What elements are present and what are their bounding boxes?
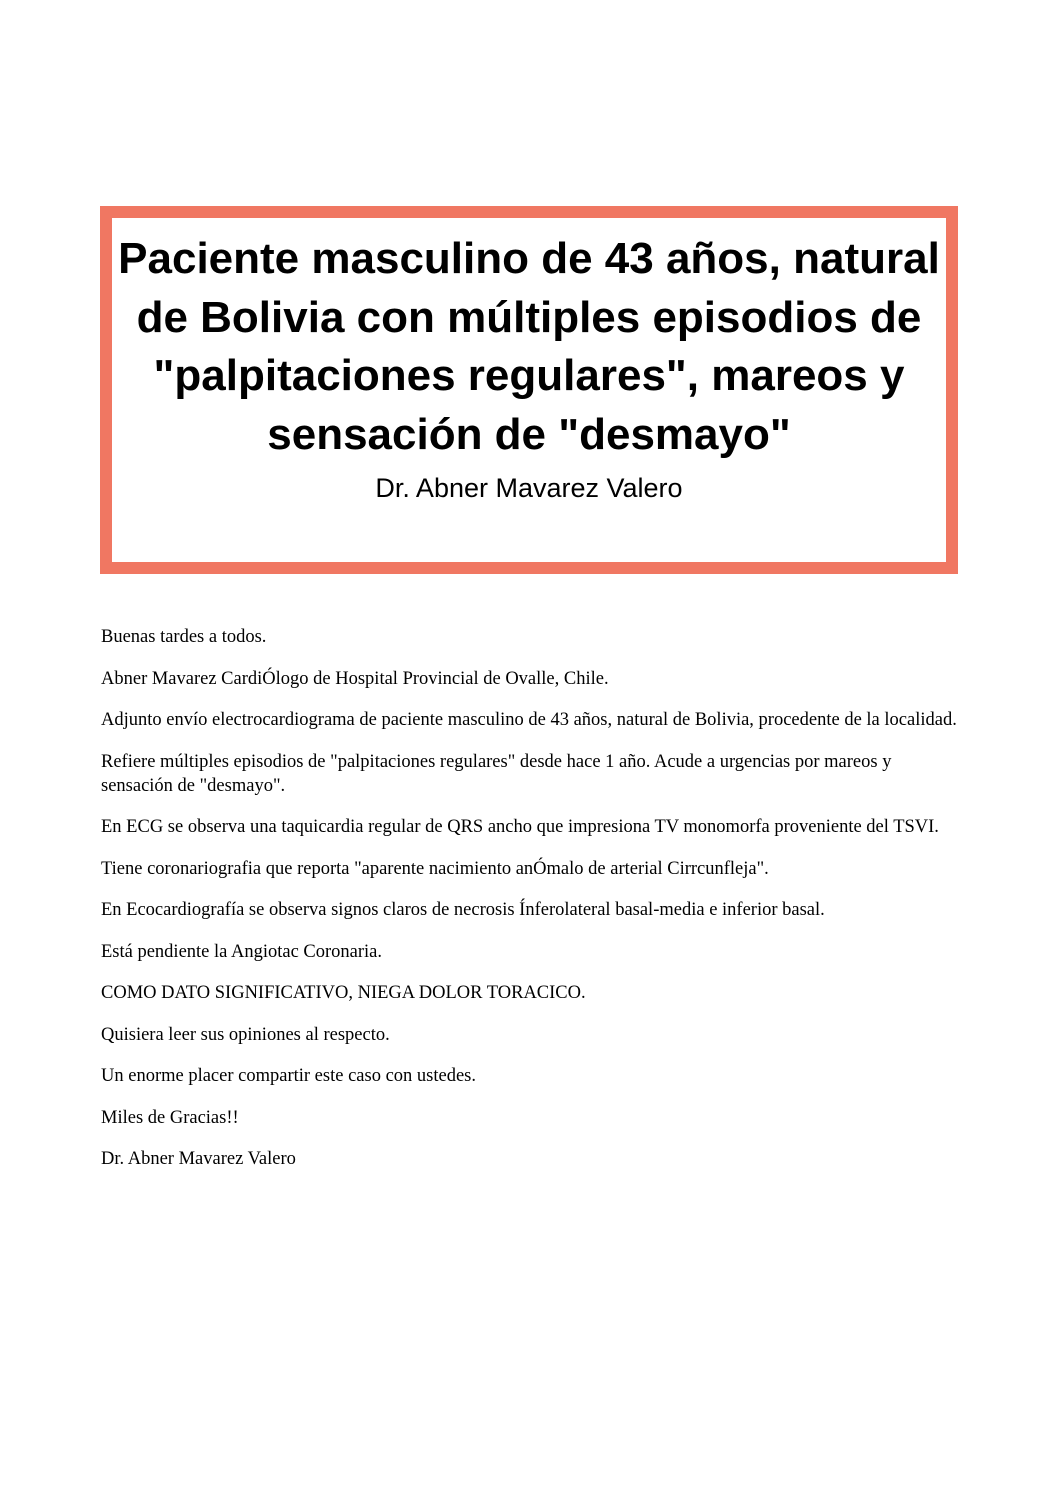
paragraph-patient: Adjunto envío electrocardiograma de paciente masculino de 43 años, natural de Bolivia, procedente de la localidad.: [101, 710, 957, 730]
paragraph-thanks: Miles de Gracias!!: [101, 1107, 239, 1128]
paragraph-greeting: Buenas tardes a todos.: [101, 627, 267, 647]
paragraph-coronariography: Tiene coronariografia que reporta "aparente nacimiento anÓmalo de arterial Cirrcunfleja".: [101, 858, 769, 879]
title-author: Dr. Abner Mavarez Valero: [375, 473, 683, 503]
paragraph-ecg: En ECG se observa una taquicardia regular de QRS ancho que impresiona TV monomorfa proveniente del TSVI.: [101, 817, 939, 837]
paragraph-pleasure: Un enorme placer compartir este caso con ustedes.: [101, 1066, 476, 1086]
paragraph-angiotac: Está pendiente la Angiotac Coronaria.: [101, 941, 383, 962]
paragraph-signature: Dr. Abner Mavarez Valero: [101, 1149, 296, 1169]
paragraph-echocardiography: En Ecocardiografía se observa signos claros de necrosis Ínferolateral basal-media e inferior basal.: [101, 900, 825, 920]
page-title: Paciente masculino de 43 años, natural de Bolivia con múltiples episodios de "palpitaciones regulares", mareos y sensación de "desmayo": [118, 234, 940, 459]
paragraph-significant-data: COMO DATO SIGNIFICATIVO, NIEGA DOLOR TORACICO.: [101, 983, 586, 1003]
paragraph-symptoms: Refiere múltiples episodios de "palpitaciones regulares" desde hace 1 año. Acude a urgencias por mareos y sensación de "desmayo".: [101, 751, 892, 796]
letter-body: [101, 625, 961, 1189]
paragraph-request: Quisiera leer sus opiniones al respecto.: [101, 1024, 390, 1045]
paragraph-introduction: Abner Mavarez CardiÓlogo de Hospital Provincial de Ovalle, Chile.: [101, 668, 609, 689]
title-box: [100, 206, 958, 574]
